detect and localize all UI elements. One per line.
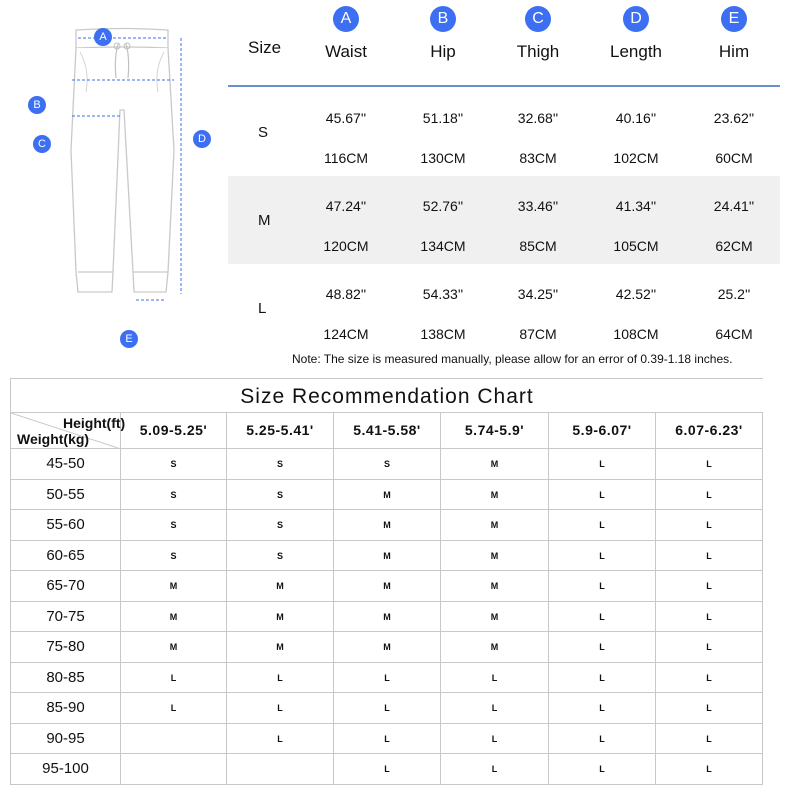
recommended-size-cell: L (656, 541, 763, 572)
recommended-size-cell: L (549, 602, 656, 633)
hem-inches: 23.62'' (713, 110, 755, 126)
recommended-size-cell: L (227, 693, 334, 724)
marker-e: E (120, 330, 138, 348)
header-divider (228, 85, 780, 87)
recommended-size-cell: L (227, 663, 334, 694)
recommended-size-cell: M (334, 571, 441, 602)
hem-inches: 24.41'' (713, 198, 755, 214)
size-column-title: Size (248, 38, 282, 57)
weight-range-label: 60-65 (11, 541, 121, 572)
recommended-size-cell: M (441, 480, 549, 511)
marker-d: D (623, 6, 649, 32)
recommended-size-cell: L (441, 724, 549, 755)
height-range-header: 5.9-6.07' (549, 413, 656, 449)
recommended-size-cell: M (441, 510, 549, 541)
column-header-hip (403, 6, 483, 62)
recommended-size-cell (121, 754, 227, 785)
marker-a: A (333, 6, 359, 32)
recommended-size-cell: L (334, 754, 441, 785)
column-label: Thigh (516, 42, 560, 61)
recommended-size-cell: M (334, 632, 441, 663)
height-range-header: 5.74-5.9' (441, 413, 549, 449)
hem-cm: 62CM (715, 238, 753, 254)
length-cm: 108CM (613, 326, 659, 342)
hem-cm: 64CM (715, 326, 753, 342)
recommended-size-cell: L (656, 754, 763, 785)
recommended-size-cell: M (441, 571, 549, 602)
waist-inches: 45.67'' (325, 110, 367, 126)
waist-cm: 120CM (323, 238, 369, 254)
hip-cm: 138CM (420, 326, 466, 342)
column-header-hem (694, 6, 774, 62)
weight-range-label: 90-95 (11, 724, 121, 755)
column-label: Him (718, 42, 750, 61)
thigh-inches: 34.25'' (517, 286, 559, 302)
size-label: M (258, 212, 271, 229)
waist-inches: 47.24'' (325, 198, 367, 214)
recommended-size-cell: L (656, 449, 763, 480)
length-inches: 41.34'' (615, 198, 657, 214)
recommended-size-cell: S (227, 480, 334, 511)
size-row-m (228, 176, 780, 264)
recommended-size-cell: L (656, 510, 763, 541)
column-header-thigh (498, 6, 578, 62)
pants-diagram (0, 0, 225, 360)
recommended-size-cell: L (334, 663, 441, 694)
height-range-header: 5.41-5.58' (334, 413, 441, 449)
recommended-size-cell: M (441, 541, 549, 572)
weight-range-label: 55-60 (11, 510, 121, 541)
recommended-size-cell: L (549, 632, 656, 663)
thigh-cm: 85CM (519, 238, 557, 254)
recommended-size-cell: L (334, 693, 441, 724)
marker-b: B (430, 6, 456, 32)
hip-cm: 134CM (420, 238, 466, 254)
marker-a: A (94, 28, 112, 46)
recommended-size-cell: M (227, 632, 334, 663)
size-recommendation-chart (10, 378, 763, 785)
recommended-size-cell (227, 754, 334, 785)
length-inches: 40.16'' (615, 110, 657, 126)
recommended-size-cell: L (549, 724, 656, 755)
recommended-size-cell: L (441, 754, 549, 785)
recommended-size-cell: L (121, 663, 227, 694)
weight-range-label: 65-70 (11, 571, 121, 602)
recommended-size-cell: L (121, 693, 227, 724)
recommended-size-cell: L (549, 754, 656, 785)
height-range-header: 5.09-5.25' (121, 413, 227, 449)
length-cm: 105CM (613, 238, 659, 254)
recommended-size-cell: S (227, 449, 334, 480)
recommended-size-cell: M (441, 632, 549, 663)
weight-range-label: 70-75 (11, 602, 121, 633)
size-label: L (258, 300, 267, 317)
size-table (228, 0, 780, 355)
size-row-s (228, 88, 780, 176)
thigh-inches: 33.46'' (517, 198, 559, 214)
recommended-size-cell: S (227, 541, 334, 572)
recommended-size-cell: M (121, 602, 227, 633)
column-label: Hip (430, 42, 456, 61)
size-row-l (228, 264, 780, 352)
hip-cm: 130CM (420, 150, 466, 166)
column-header-waist (306, 6, 386, 62)
size-label: S (258, 124, 269, 141)
recommended-size-cell: L (549, 541, 656, 572)
recommended-size-cell: M (227, 571, 334, 602)
weight-range-label: 80-85 (11, 663, 121, 694)
recommended-size-cell: M (334, 602, 441, 633)
weight-range-label: 75-80 (11, 632, 121, 663)
weight-axis-label: Weight(kg) (17, 431, 90, 447)
marker-b: B (28, 96, 46, 114)
waist-cm: 116CM (323, 150, 369, 166)
recommended-size-cell: L (656, 693, 763, 724)
recommended-size-cell: M (441, 602, 549, 633)
recommended-size-cell: S (121, 541, 227, 572)
weight-range-label: 95-100 (11, 754, 121, 785)
height-axis-label: Height(ft) (63, 415, 126, 431)
recommended-size-cell: M (121, 632, 227, 663)
pants-outline-icon (0, 0, 225, 360)
corner-header-cell (11, 413, 126, 449)
marker-c: C (33, 135, 51, 153)
recommended-size-cell: M (334, 480, 441, 511)
thigh-inches: 32.68'' (517, 110, 559, 126)
recommended-size-cell: M (334, 510, 441, 541)
recommended-size-cell: S (121, 449, 227, 480)
hip-inches: 51.18'' (422, 110, 464, 126)
height-range-header: 6.07-6.23' (656, 413, 763, 449)
recommended-size-cell: M (334, 541, 441, 572)
recommended-size-cell: L (656, 663, 763, 694)
measurement-note: Note: The size is measured manually, please allow for an error of 0.39-1.18 inches. (292, 352, 733, 366)
recommended-size-cell: S (121, 510, 227, 541)
recommended-size-cell: L (549, 480, 656, 511)
weight-range-label: 85-90 (11, 693, 121, 724)
recommended-size-cell: S (121, 480, 227, 511)
recommendation-title: Size Recommendation Chart (11, 379, 763, 413)
recommended-size-cell: L (656, 480, 763, 511)
height-range-header: 5.25-5.41' (227, 413, 334, 449)
recommended-size-cell: L (549, 449, 656, 480)
waist-cm: 124CM (323, 326, 369, 342)
recommended-size-cell: M (227, 602, 334, 633)
recommended-size-cell: M (121, 571, 227, 602)
recommended-size-cell: S (334, 449, 441, 480)
waist-inches: 48.82'' (325, 286, 367, 302)
recommended-size-cell: L (227, 724, 334, 755)
hem-cm: 60CM (715, 150, 753, 166)
thigh-cm: 87CM (519, 326, 557, 342)
recommended-size-cell: L (656, 724, 763, 755)
length-cm: 102CM (613, 150, 659, 166)
marker-e: E (721, 6, 747, 32)
recommended-size-cell: L (656, 632, 763, 663)
recommended-size-cell: L (656, 602, 763, 633)
column-header-length (596, 6, 676, 62)
marker-d: D (193, 130, 211, 148)
recommended-size-cell: M (441, 449, 549, 480)
length-inches: 42.52'' (615, 286, 657, 302)
recommended-size-cell: L (549, 571, 656, 602)
recommended-size-cell: L (549, 663, 656, 694)
thigh-cm: 83CM (519, 150, 557, 166)
recommended-size-cell: L (441, 663, 549, 694)
recommended-size-cell: L (549, 693, 656, 724)
hip-inches: 52.76'' (422, 198, 464, 214)
marker-c: C (525, 6, 551, 32)
recommended-size-cell: L (441, 693, 549, 724)
hip-inches: 54.33'' (422, 286, 464, 302)
weight-range-label: 50-55 (11, 480, 121, 511)
column-label: Length (610, 42, 662, 61)
recommended-size-cell: L (549, 510, 656, 541)
recommended-size-cell: S (227, 510, 334, 541)
weight-range-label: 45-50 (11, 449, 121, 480)
recommended-size-cell: L (656, 571, 763, 602)
hem-inches: 25.2'' (717, 286, 751, 302)
column-label: Waist (325, 42, 367, 61)
recommended-size-cell: L (334, 724, 441, 755)
recommended-size-cell (121, 724, 227, 755)
